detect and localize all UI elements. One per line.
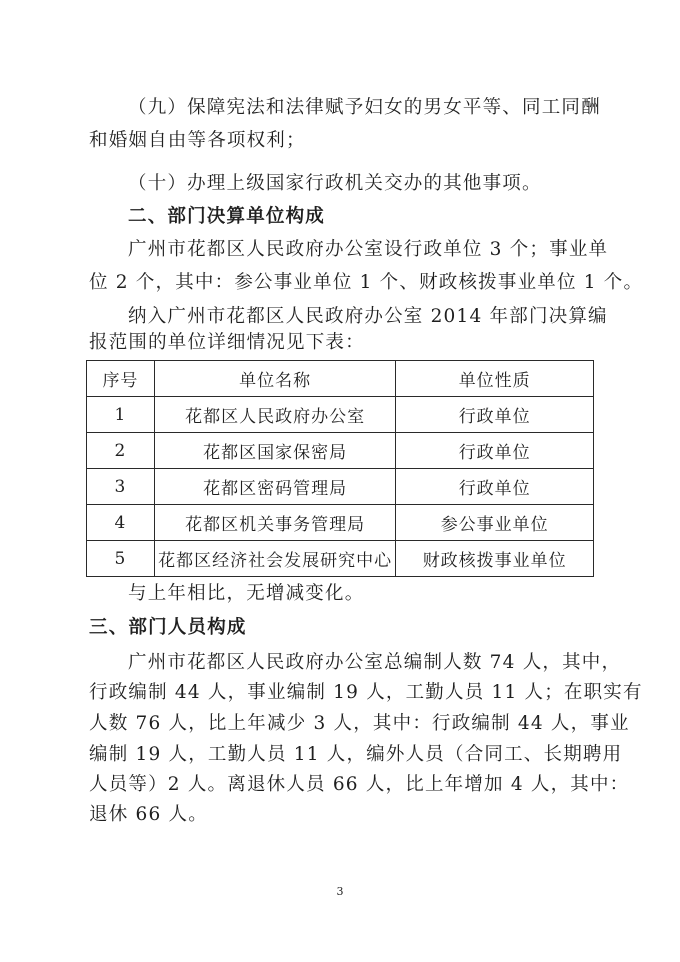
header-index: 序号 [87,361,155,397]
cell-index: 3 [87,469,155,505]
table-header-row [87,361,594,397]
cell-unit-type: 行政单位 [396,469,594,505]
paragraph-line: 纳入广州市花都区人民政府办公室 2014 年部门决算编 [128,306,608,327]
unit-table [86,360,594,577]
cell-unit-type: 财政核拨事业单位 [396,541,594,577]
cell-unit-name: 花都区人民政府办公室 [154,397,396,433]
cell-unit-name: 花都区机关事务管理局 [154,505,396,541]
page-number: 3 [336,885,344,898]
cell-unit-name: 花都区密码管理局 [154,469,396,505]
cell-unit-name: 花都区经济社会发展研究中心 [154,541,396,577]
table-row [87,469,594,505]
paragraph-line: 和婚姻自由等各项权利； [89,130,306,151]
cell-unit-type: 行政单位 [396,433,594,469]
paragraph-line: 人数 76 人，比上年减少 3 人，其中：行政编制 44 人，事业 [89,713,630,734]
paragraph-line: 退休 66 人。 [89,804,208,825]
cell-unit-type: 行政单位 [396,397,594,433]
section-heading-2: 二、部门决算单位构成 [128,206,326,227]
paragraph-line: 广州市花都区人民政府办公室设行政单位 3 个；事业单 [128,239,609,260]
paragraph-line: 行政编制 44 人，事业编制 19 人，工勤人员 11 人；在职实有 [89,682,643,703]
paragraph-line: 位 2 个，其中：参公事业单位 1 个、财政核拨事业单位 1 个。 [89,272,644,293]
header-unit-name: 单位名称 [154,361,396,397]
header-unit-type: 单位性质 [396,361,594,397]
section-heading-3: 三、部门人员构成 [89,617,247,638]
paragraph-line: 报范围的单位详细情况见下表： [89,332,365,353]
cell-index: 2 [87,433,155,469]
table-row [87,433,594,469]
table-row [87,505,594,541]
paragraph-line: （十）办理上级国家行政机关交办的其他事项。 [128,173,542,194]
paragraph-line: （九）保障宪法和法律赋予妇女的男女平等、同工同酬 [128,97,601,118]
cell-unit-type: 参公事业单位 [396,505,594,541]
cell-index: 4 [87,505,155,541]
cell-index: 5 [87,541,155,577]
cell-unit-name: 花都区国家保密局 [154,433,396,469]
cell-index: 1 [87,397,155,433]
table-row [87,397,594,433]
paragraph-line: 编制 19 人，工勤人员 11 人，编外人员（合同工、长期聘用 [89,744,623,765]
paragraph-line: 广州市花都区人民政府办公室总编制人数 74 人，其中， [128,652,622,673]
table-row [87,541,594,577]
paragraph-line: 人员等）2 人。离退休人员 66 人，比上年增加 4 人，其中： [89,774,630,795]
paragraph-line: 与上年相比，无增减变化。 [128,583,365,604]
